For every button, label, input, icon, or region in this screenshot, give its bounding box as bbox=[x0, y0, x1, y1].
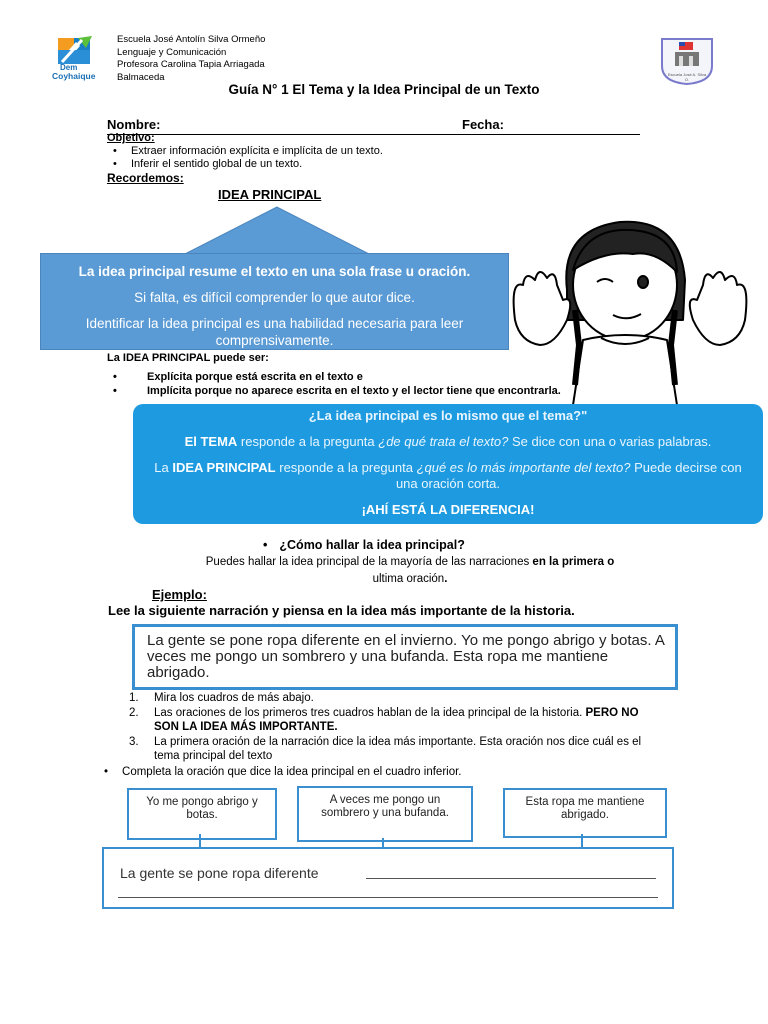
step-item: 2. Las oraciones de los primeros tres cuadros hablan de la idea principal de la historia. PERO NO SON LA IDEA MÁS IMPORTANTE. bbox=[129, 706, 639, 733]
page-title: Guía N° 1 El Tema y la Idea Principal de un Texto bbox=[228, 82, 540, 97]
step-item: 3. La primera oración de la narración dice la idea más importante. Esta oración nos dice cuál es el tema principal del texto bbox=[129, 735, 642, 762]
answer-line[interactable] bbox=[118, 897, 658, 898]
detail-box bbox=[127, 788, 277, 840]
puede-ser-item: • Implícita porque no aparece escrita en el texto y el lector tiene que encontrarla. bbox=[107, 385, 561, 399]
crest-text: Escuela José A. Silva O. bbox=[667, 72, 707, 82]
puede-ser-intro: La IDEA PRINCIPAL puede ser: bbox=[107, 352, 269, 364]
school-crest bbox=[659, 36, 715, 86]
diff-idea-line bbox=[153, 460, 743, 492]
idea-box-line2: Si falta, es difícil comprender lo que autor dice. bbox=[134, 290, 415, 305]
detail-box bbox=[503, 788, 667, 838]
como-hallar-bold1: en la primera o bbox=[532, 556, 615, 568]
step-item: 1. Mira los cuadros de más abajo. bbox=[129, 692, 314, 704]
idea-text1: responde a la pregunta bbox=[275, 460, 417, 475]
objetivo-item: • Extraer información explícita e implícita de un texto. bbox=[107, 145, 383, 158]
detail-box-text: Esta ropa me mantiene abrigado. bbox=[525, 796, 645, 821]
subject-name: Lenguaje y Comunicación bbox=[117, 46, 227, 58]
ejemplo-instruction: Lee la siguiente narración y piensa en la idea más importante de la historia. bbox=[108, 603, 575, 618]
diff-tema-line bbox=[153, 434, 743, 450]
idea-box-line3: Identificar la idea principal es una habilidad necesaria para leer comprensivamente. bbox=[85, 316, 464, 348]
fecha-label: Fecha: bbox=[462, 117, 504, 132]
como-hallar-heading: • ¿Cómo hallar la idea principal? bbox=[263, 538, 465, 552]
school-info bbox=[117, 34, 265, 84]
answer-line[interactable] bbox=[366, 878, 656, 879]
idea-principal-heading: IDEA PRINCIPAL bbox=[218, 187, 322, 202]
narration-box bbox=[132, 624, 678, 690]
idea-text2: Puede decirse con una oración corta. bbox=[395, 460, 742, 491]
nombre-label: Nombre: bbox=[107, 117, 161, 132]
teacher-name: Profesora Carolina Tapia Arriagada bbox=[117, 59, 265, 70]
answer-prompt: La gente se pone ropa diferente bbox=[120, 865, 319, 881]
detail-box-text: A veces me pongo un sombrero y una bufanda. bbox=[321, 794, 449, 819]
como-hallar-bold2: ultima oración bbox=[372, 573, 445, 585]
puede-ser-list bbox=[107, 371, 561, 398]
detail-box-text: Yo me pongo abrigo y botas. bbox=[146, 796, 258, 821]
completa-text: Completa la oración que dice la idea principal en el cuadro inferior. bbox=[122, 766, 462, 778]
steps-list bbox=[129, 691, 649, 764]
dem-coyhaique-logo bbox=[52, 34, 108, 82]
idea-label: IDEA PRINCIPAL bbox=[172, 460, 276, 475]
objetivo-item: • Inferir el sentido global de un texto. bbox=[107, 158, 383, 171]
tema-text1: responde a la pregunta bbox=[237, 434, 379, 449]
puede-ser-item: • Explícita porque está escrita en el texto e bbox=[107, 371, 561, 385]
logo-text-dem: Dem bbox=[60, 63, 78, 72]
como-hallar-text: ¿Cómo hallar la idea principal? bbox=[279, 538, 465, 552]
school-name: Escuela José Antolín Silva Ormeño bbox=[117, 34, 266, 45]
tema-question: ¿de qué trata el texto? bbox=[378, 434, 509, 449]
idea-principal-box bbox=[40, 253, 509, 350]
objetivo-section bbox=[107, 132, 383, 171]
puede-ser-section bbox=[107, 352, 561, 398]
objetivo-label: Objetivo: bbox=[107, 132, 155, 144]
diff-question: ¿La idea principal es lo mismo que el tema?" bbox=[308, 408, 588, 423]
objetivo-list bbox=[107, 145, 383, 171]
ejemplo-label: Ejemplo: bbox=[152, 587, 207, 602]
logo-text-coyhaique: Coyhaique bbox=[52, 71, 96, 81]
tema-vs-idea-box bbox=[133, 404, 763, 524]
location-name: Balmaceda bbox=[117, 71, 165, 83]
recordemos-label: Recordemos: bbox=[107, 171, 184, 185]
diferencia-text: ¡AHÍ ESTÁ LA DIFERENCIA! bbox=[361, 502, 535, 517]
como-hallar-end: . bbox=[444, 573, 448, 585]
idea-question: ¿qué es lo más importante del texto? bbox=[416, 460, 631, 475]
como-hallar-body bbox=[160, 554, 660, 588]
completa-instruction: • Completa la oración que dice la idea principal en el cuadro inferior. bbox=[104, 766, 462, 778]
tema-text2: Se dice con una o varias palabras. bbox=[508, 434, 712, 449]
narration-text: La gente se pone ropa diferente en el invierno. Yo me pongo abrigo y botas. A veces me pongo un sombrero y una bufanda. Esta ropa me mantiene abrigado. bbox=[147, 632, 665, 681]
idea-pre: La bbox=[154, 460, 173, 475]
como-hallar-text1: Puedes hallar la idea principal de la mayoría de las narraciones bbox=[205, 556, 533, 568]
idea-box-line1: La idea principal resume el texto en una sola frase u oración. bbox=[78, 264, 471, 279]
tema-label: El TEMA bbox=[184, 434, 238, 449]
answer-box bbox=[102, 847, 674, 909]
